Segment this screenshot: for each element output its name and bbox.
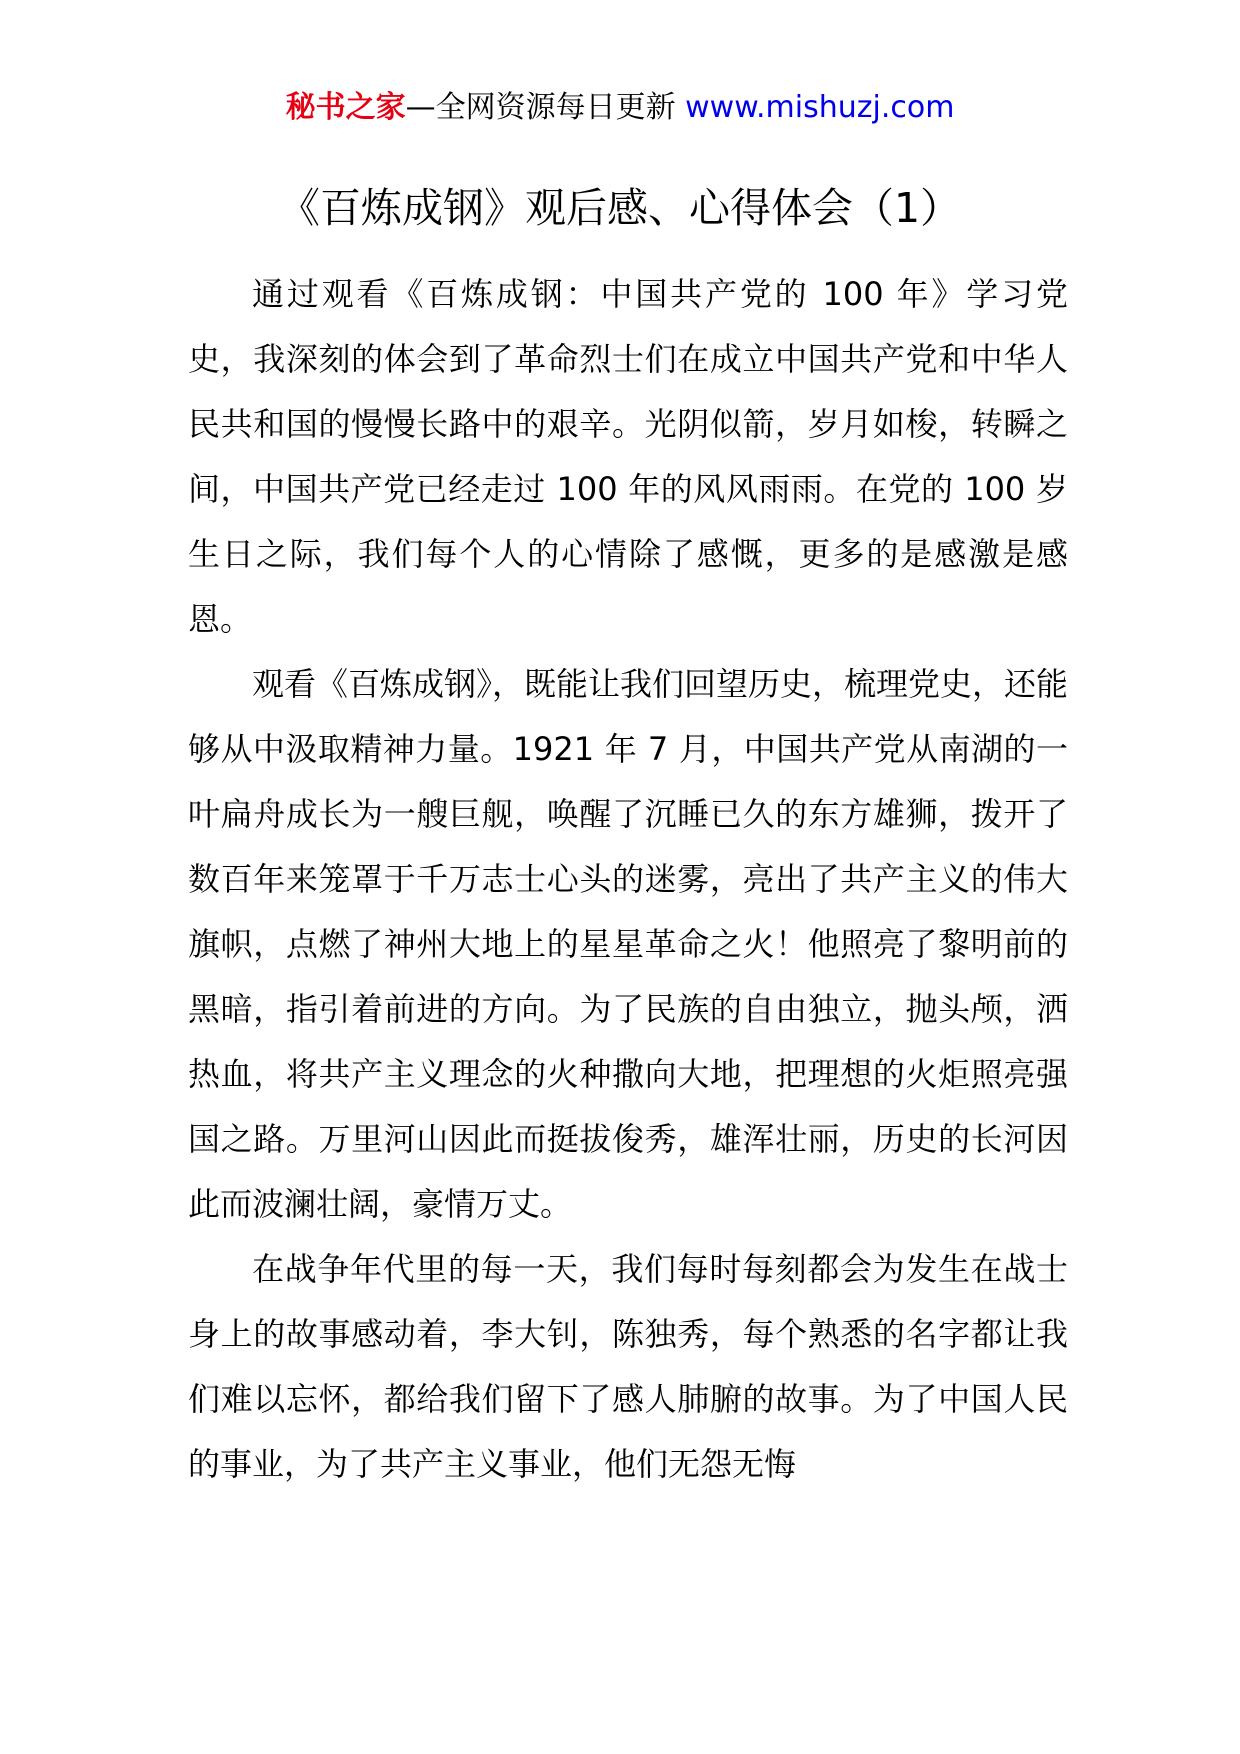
paragraph-2: 观看《百炼成钢》，既能让我们回望历史，梳理党史，还能够从中汲取精神力量。1921 年 7 月，中国共产党从南湖的一叶扁舟成长为一艘巨舰，唤醒了沉睡已久的东方雄狮，拨开了数百年来笼罩于千万志士心头的迷雾，亮出了共产主义的伟大旗帜，点燃了神州大地上的星星革命之火！他照亮了黎明前的黑暗，指引着前进的方向。为了民族的自由独立，抛头颅，洒热血，将共产主义理念的火种撒向大地，把理想的火炬照亮强国之路。万里河山因此而挺拔俊秀，雄浑壮丽，历史的长河因此而波澜壮阔，豪情万丈。 bbox=[188, 665, 1069, 1223]
brand-name: 秘书之家 bbox=[285, 90, 406, 125]
document-title: 《百炼成钢》观后感、心得体会（1） bbox=[278, 184, 962, 232]
site-url-link[interactable]: www.mishuzj.com bbox=[685, 90, 955, 125]
header-tagline: —全网资源每日更新 bbox=[405, 90, 686, 125]
site-header bbox=[0, 88, 1240, 128]
document-body bbox=[188, 262, 1068, 1497]
paragraph-3: 在战争年代里的每一天，我们每时每刻都会为发生在战士身上的故事感动着，李大钊，陈独秀，每个熟悉的名字都让我们难以忘怀，都给我们留下了感人肺腑的故事。为了中国人民的事业，为了共产主义事业，他们无怨无悔 bbox=[188, 1250, 1068, 1483]
paragraph-1: 通过观看《百炼成钢：中国共产党的 100 年》学习党史，我深刻的体会到了革命烈士们在成立中国共产党和中华人民共和国的慢慢长路中的艰辛。光阴似箭，岁月如梭，转瞬之间，中国共产党已经走过 100 年的风风雨雨。在党的 100 岁生日之际，我们每个人的心情除了感慨，更多的是感激是感恩。 bbox=[188, 275, 1068, 638]
